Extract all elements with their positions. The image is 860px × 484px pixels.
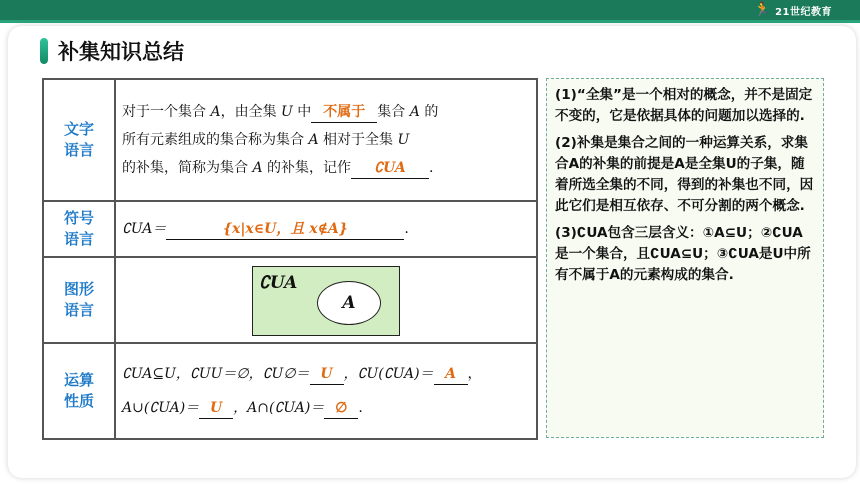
- row-head-tuxing: [43, 257, 115, 343]
- text: 的补集，记作: [262, 160, 352, 176]
- head-text: 文字 语言: [63, 120, 94, 159]
- blank: [311, 102, 377, 123]
- text: ，: [467, 366, 482, 382]
- row-head-wenzi: [43, 79, 115, 201]
- venn-complement-label: ∁UA: [259, 273, 298, 293]
- note-item-3: (3)∁UA包含三层含义：①A⊆U；②∁UA是一个集合，且∁UA⊆U；③∁UA是U中所有不属于A的元素构成的集合.: [555, 225, 811, 283]
- text: ∁UA⊆U，∁UU＝∅，∁U∅＝: [122, 366, 310, 382]
- var-a: A: [210, 104, 221, 120]
- var-u: U: [281, 104, 293, 120]
- title-accent-bar: [40, 38, 48, 64]
- blank: [166, 219, 404, 240]
- row-body-tuxing: [115, 257, 537, 343]
- row-wenzi: [43, 79, 537, 201]
- text: .: [404, 221, 409, 237]
- text: .: [429, 160, 434, 176]
- blank: [351, 158, 429, 179]
- text: 相对于全集: [318, 132, 398, 148]
- top-banner-accent: [0, 20, 860, 23]
- row-head-yunsuan: [43, 343, 115, 439]
- answer: ∅: [335, 400, 348, 416]
- text: .: [358, 400, 363, 416]
- text: ，A∩(∁UA)＝: [233, 400, 325, 416]
- head-text: 符号 语言: [63, 209, 94, 248]
- summary-table: [42, 78, 538, 440]
- blank: [324, 398, 358, 419]
- text: ，∁U(∁UA)＝: [343, 366, 434, 382]
- head-text: 图形 语言: [63, 280, 94, 319]
- runner-icon: 🏃: [753, 2, 772, 18]
- text: 的: [419, 104, 439, 120]
- brand-name: 21世纪教育: [775, 6, 832, 18]
- answer: {x|x∈U，且 x∉A}: [222, 221, 348, 237]
- text: 中: [292, 104, 312, 120]
- note-item-2: (2)补集是集合之间的一种运算关系，求集合A的补集的前提是A是全集U的子集，随着所选全集的不同，得到的补集也不同，因此它们是相互依存、不可分割的两个概念.: [555, 135, 814, 214]
- brand-logo: [754, 1, 832, 19]
- text: ∁UA＝: [122, 221, 167, 237]
- answer: ∁UA: [374, 160, 406, 176]
- text: 集合: [377, 104, 410, 120]
- venn-set-label: A: [342, 293, 356, 313]
- text: 所有元素组成的集合称为集合: [122, 132, 309, 148]
- blank: [434, 364, 468, 385]
- blank: [199, 398, 233, 419]
- text: 对于一个集合: [122, 104, 211, 120]
- venn-set-a: [317, 281, 381, 325]
- notes-panel: [546, 78, 824, 438]
- answer: 不属于: [323, 104, 366, 120]
- page-title: 补集知识总结: [58, 40, 184, 64]
- var-a: A: [252, 160, 263, 176]
- answer: A: [445, 366, 456, 382]
- venn-universe: [252, 266, 400, 336]
- var-u: U: [397, 132, 410, 148]
- blank: [310, 364, 344, 385]
- answer: U: [210, 400, 223, 416]
- var-a: A: [409, 104, 420, 120]
- row-fuhao: [43, 201, 537, 257]
- row-body-yunsuan: [115, 343, 537, 439]
- top-banner: [0, 0, 860, 20]
- text: ，由全集: [220, 104, 282, 120]
- section-title: [40, 37, 184, 65]
- text: 的补集，简称为集合: [122, 160, 253, 176]
- text: A∪(∁UA)＝: [122, 400, 200, 416]
- var-a: A: [308, 132, 319, 148]
- row-tuxing: [43, 257, 537, 343]
- row-yunsuan: [43, 343, 537, 439]
- head-text: 运算 性质: [63, 371, 94, 410]
- row-head-fuhao: [43, 201, 115, 257]
- note-item-1: (1)“全集”是一个相对的概念，并不是固定不变的，它是依据具体的问题加以选择的.: [555, 87, 813, 124]
- row-body-wenzi: [115, 79, 537, 201]
- answer: U: [320, 366, 333, 382]
- row-body-fuhao: [115, 201, 537, 257]
